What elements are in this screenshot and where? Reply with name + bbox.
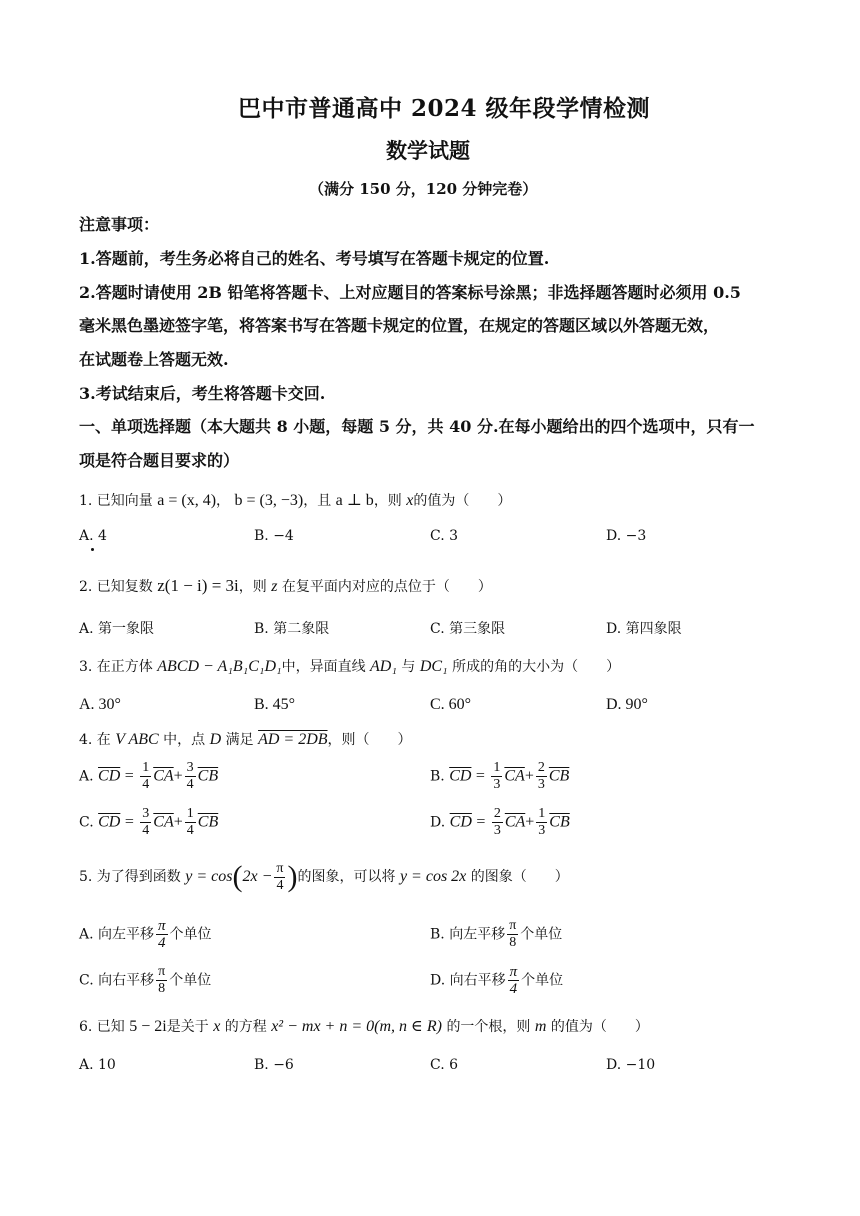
q6-text-1: 6. 已知 [79, 1019, 125, 1035]
q2-expression: z(1 − i) = 3i [157, 576, 239, 595]
q1-option-b: B. −4 [254, 528, 294, 544]
q3-text-1: 3. 在正方体 [79, 659, 153, 675]
note-2-line-3: 在试题卷上答题无效. [79, 350, 229, 369]
q2-option-c: C. 第三象限 [430, 621, 506, 637]
q3-text-2: 中，异面直线 [281, 659, 366, 675]
q5-b-frac-num: π [509, 918, 517, 933]
q5-d-frac-num: π [509, 964, 518, 980]
q4-c-frac-2 [185, 806, 196, 839]
q3-line-ad1: AD₁ [370, 658, 397, 675]
q5-option-b [430, 918, 562, 951]
q2-text-1: 2. 已知复数 [79, 579, 153, 595]
exam-title: 巴中市普通高中 2024 级年段学情检测 [238, 95, 651, 122]
q5-func-frac-num: π [276, 860, 284, 876]
q4-option-a: A. $\overline{CD}$ = $\frac{1}{4}$ $\overline{CA}+$ $\frac{3}{4}$ $\overline{CB}$ [79, 760, 219, 792]
q4-text-2: 中，点 [163, 732, 206, 748]
q4-option-d: D. $\overline{CD}$ = $\frac{2}{3}$ $\overline{CA}+$ $\frac{1}{3}$ $\overline{CB}$ [430, 806, 570, 838]
q3-option-d [606, 696, 648, 714]
q5-func-part-2: 2x − [242, 868, 273, 885]
q3-line-dc1: DC₁ [419, 658, 448, 675]
exam-subject: 数学试题 [386, 138, 470, 163]
q3-text-3: 与 [401, 659, 416, 675]
q5-b-frac [507, 918, 518, 951]
q4-c-cd: $\overline{CD}$ [98, 813, 121, 831]
q4-d-frac-1-num: 2 [493, 806, 501, 821]
q4-d-cb: $\overline{CB}$ [549, 813, 570, 831]
q4-b-cb: $\overline{CB}$ [548, 767, 570, 785]
q6-text-5: 的值为（ ） [550, 1019, 649, 1035]
q5-func-2: y = cos 2x [399, 868, 467, 885]
q1-option-c: C. 3 [430, 528, 459, 544]
q3-option-c-text: C. 60° [430, 696, 472, 713]
q4-d-frac-2-den: 3 [538, 823, 546, 838]
q1-text-4: ，则 [373, 493, 402, 509]
q6-option-a: A. 10 [79, 1057, 116, 1073]
q4-a-frac-2-den: 4 [186, 777, 194, 792]
q5-d-frac [508, 964, 520, 997]
q1-text-2: ， [216, 493, 231, 509]
q6-option-b: B. −6 [254, 1057, 294, 1073]
q5-c-frac [156, 964, 167, 997]
q4-a-cd: $\overline{CD}$ [98, 767, 121, 785]
q4-text-4: ，则（ ） [327, 732, 412, 748]
q5-d-frac-den: 4 [509, 981, 518, 997]
q3-option-a-text: A. 30° [79, 696, 121, 713]
q1-vector-a: a = (x, 4) [157, 492, 217, 509]
q4-d-frac-1-den: 3 [493, 823, 501, 838]
q6-text-4: 的一个根，则 [446, 1019, 531, 1035]
q4-d-frac-2-num: 1 [538, 806, 546, 821]
q4-condition: AD = 2DB [258, 731, 328, 748]
exam-scoring: （满分 150 分，120 分钟完卷） [309, 180, 538, 198]
q3-option-b [254, 696, 295, 714]
note-3: 3.考试结束后，考生将答题卡交回. [79, 384, 326, 403]
q5-option-a [79, 918, 212, 951]
q6-text-2: 是关于 [166, 1019, 209, 1035]
q5-b-unit: 个单位 [520, 926, 563, 943]
q3-text-4: 所成的角的大小为（ ） [452, 659, 621, 675]
q4-a-ca: $\overline{CA}$ [153, 767, 174, 785]
q4-d-ca: $\overline{CA}$ [504, 813, 526, 831]
q4-b-frac-1 [491, 760, 502, 793]
q5-b-frac-den: 8 [509, 935, 517, 950]
q4-c-frac-2-num: 1 [186, 806, 194, 821]
section-heading-line-1: 一、单项选择题（本大题共 8 小题，每题 5 分，共 40 分.在每小题给出的四个选项中，只有一 [79, 417, 755, 436]
q5-c-frac-num: π [158, 964, 166, 979]
q4-a-frac-2 [185, 760, 196, 793]
q6-option-d: D. −10 [606, 1057, 656, 1073]
q4-d-frac-2 [536, 806, 547, 839]
q5-c-unit: 个单位 [169, 972, 212, 989]
question-2 [79, 576, 492, 596]
q2-var-z: z [271, 578, 278, 595]
q4-option-b: B. $\overline{CD}$ = $\frac{1}{3}$ $\overline{CA}+$ $\frac{2}{3}$ $\overline{CB}$ [430, 760, 570, 792]
q5-func-part-1: y = cos [185, 868, 233, 885]
q4-option-c: C. $\overline{CD}$ = $\frac{3}{4}$ $\overline{CA}+$ $\frac{1}{4}$ $\overline{CB}$ [79, 806, 219, 838]
note-2-line-2: 毫米黑色墨迹签字笔，将答案书写在答题卡规定的位置，在规定的答题区域以外答题无效， [79, 316, 720, 335]
q2-text-2: ，则 [238, 579, 267, 595]
q6-text-3: 的方程 [224, 1019, 267, 1035]
q1-text-1: 1. 已知向量 [79, 493, 153, 509]
q4-option-a-label: A. [79, 768, 94, 785]
q4-b-frac-2-num: 2 [537, 760, 545, 775]
question-1 [79, 490, 511, 510]
q5-option-c-label: C. 向右平移 [79, 972, 155, 989]
q5-func-frac [274, 861, 285, 894]
q4-b-frac-1-num: 1 [493, 760, 501, 775]
q2-option-d: D. 第四象限 [606, 621, 682, 637]
q2-text-3: 在复平面内对应的点位于（ ） [281, 579, 492, 595]
q1-option-a: A. 4 [79, 528, 107, 544]
q5-c-frac-den: 8 [158, 981, 166, 996]
q5-option-d [430, 964, 563, 997]
q6-equation: x² − mx + n = 0(m, n ∈ R) [271, 1018, 442, 1035]
q2-option-a: A. 第一象限 [79, 621, 155, 637]
q4-d-cd: $\overline{CD}$ [449, 813, 472, 831]
q6-root: 5 − 2i [129, 1018, 167, 1035]
q5-option-b-label: B. 向左平移 [430, 926, 506, 943]
q4-c-ca: $\overline{CA}$ [153, 813, 174, 831]
q3-option-d-text: D. 90° [606, 696, 648, 713]
q2-option-b: B. 第二象限 [254, 621, 330, 637]
section-heading-line-2: 项是符合题目要求的） [79, 451, 240, 470]
q3-option-b-text: B. 45° [254, 696, 296, 713]
q4-c-frac-2-den: 4 [186, 823, 194, 838]
question-5: 5. 为了得到函数 y = cos(2x − $\frac{\pi}{4}$ )的图象，可以将 y = cos 2x 的图象（ ） [79, 860, 569, 893]
q3-option-a [79, 696, 121, 714]
q4-a-frac-1-num: 1 [142, 760, 150, 775]
q4-b-frac-1-den: 3 [493, 777, 501, 792]
question-4 [79, 729, 412, 749]
q3-option-c [430, 696, 471, 714]
q4-option-b-label: B. [430, 768, 445, 785]
q4-a-cb: $\overline{CB}$ [197, 767, 219, 785]
q1-vector-b: b = (3, −3) [234, 492, 304, 509]
q5-text-2: 的图象，可以将 [297, 869, 396, 885]
q5-option-a-label: A. 向左平移 [79, 926, 155, 943]
q5-text-1: 5. 为了得到函数 [79, 869, 181, 885]
q4-a-frac-1 [140, 760, 151, 793]
q4-b-frac-2 [536, 760, 547, 793]
q5-a-frac-den: 4 [158, 935, 166, 951]
q4-a-frac-1-den: 4 [142, 777, 150, 792]
q4-b-cd: $\overline{CD}$ [449, 767, 472, 785]
q4-b-frac-2-den: 3 [537, 777, 545, 792]
q4-c-frac-1-den: 4 [142, 823, 150, 838]
note-2-line-1: 2.答题时请使用 2B 铅笔将答题卡、上对应题目的答案标号涂黑；非选择题答题时必须用 0.5 [79, 283, 741, 302]
q4-c-frac-1-num: 3 [142, 806, 150, 821]
stray-dot [91, 548, 94, 551]
q4-c-frac-1 [140, 806, 151, 839]
q4-b-ca: $\overline{CA}$ [504, 767, 525, 785]
q5-option-d-label: D. 向右平移 [430, 972, 506, 989]
question-3 [79, 656, 620, 676]
q5-d-unit: 个单位 [521, 972, 564, 989]
q4-a-frac-2-num: 3 [186, 760, 194, 775]
q4-d-frac-1 [492, 806, 503, 839]
q4-point-d: D [209, 731, 222, 748]
q4-triangle: V ABC [115, 731, 159, 748]
q4-text-1: 4. 在 [79, 732, 111, 748]
q5-a-frac [156, 918, 168, 951]
q6-var-m: m [534, 1018, 547, 1035]
q6-option-c: C. 6 [430, 1057, 459, 1073]
q5-text-3: 的图象（ ） [470, 869, 569, 885]
notes-heading: 注意事项： [79, 215, 160, 234]
q3-cube: ABCD − A₁B₁C₁D₁ [157, 658, 282, 675]
q5-option-c [79, 964, 211, 997]
q4-c-cb: $\overline{CB}$ [197, 813, 219, 831]
q1-option-d: D. −3 [606, 528, 647, 544]
q4-text-3: 满足 [225, 732, 254, 748]
q4-option-d-label: D. [430, 814, 446, 831]
q1-text-5: 的值为（ ） [413, 493, 512, 509]
q5-func-frac-den: 4 [276, 877, 284, 893]
q6-var-x: x [213, 1018, 221, 1035]
q1-text-3: ，且 [303, 493, 332, 509]
q4-option-c-label: C. [79, 814, 94, 831]
q5-a-unit: 个单位 [169, 926, 212, 943]
note-1: 1.答题前，考生务必将自己的姓名、考号填写在答题卡规定的位置. [79, 249, 550, 268]
q5-a-frac-num: π [158, 918, 166, 934]
question-6 [79, 1016, 649, 1036]
q1-perp: a ⊥ b [335, 492, 374, 509]
q1-var-x: x [406, 492, 414, 509]
